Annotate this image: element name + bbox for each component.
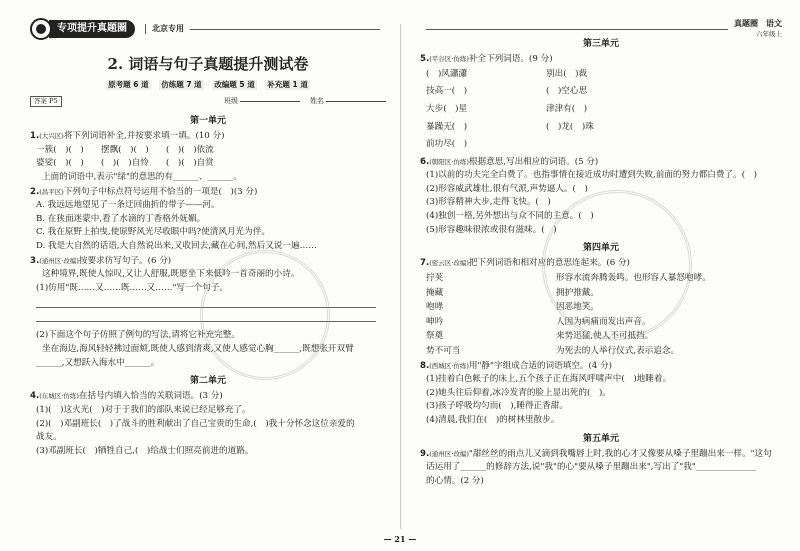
q3-answer-line-2[interactable]: [36, 310, 376, 322]
question-2: 2.(昌平区)下列句子中标点符号运用不恰当的一项是( )(3 分) A. 我远远地望见了一条迂回曲折的带子——河。 B. 在狭面迷蒙中,看了水滴的丁香格外妩媚。 C. 我在原野上拍曳,使原野风光尽收眼中吗?使清风月光为伴。 D. 我是大自然的话语,大自然说出来,又收回去,藏在心间,然后又说一遍……: [30, 187, 386, 253]
question-counts: [30, 80, 386, 90]
q6-item-1[interactable]: (1)以前的功夫完全白费了。也指事情在接近成功时遭到失败,前面的努力都白费了。( ): [426, 170, 757, 181]
q5-grid: [426, 66, 782, 154]
q5-cell[interactable]: 前功尽( ): [426, 139, 468, 150]
unit-1-heading: 第一单元: [189, 116, 226, 127]
answer-ref: 答案 P5: [30, 96, 62, 107]
class-field[interactable]: [240, 101, 300, 102]
count-supplement: 补充题 1 道: [267, 80, 308, 90]
q7-pair[interactable]: 掩藏 拥护推戴。: [426, 287, 599, 298]
q7-pair[interactable]: 祭奠 来势迅猛,使人不可抵挡。: [426, 331, 654, 342]
q5-cell[interactable]: ( )空心思: [546, 86, 588, 97]
q3-example: 这种境界,既使人惊叹,又让人舒服,既愿坐下来低吟一首奇丽的小诗。: [42, 269, 300, 280]
class-label: 班级: [224, 97, 238, 106]
q2-option-c: C. 我在原野上拍曳,使原野风光尽收眼中吗?使清风月光为伴。: [36, 227, 270, 238]
unit-2-heading: 第二单元: [189, 376, 226, 387]
name-label: 姓名: [310, 97, 324, 106]
page-header: [30, 14, 386, 44]
q3-part-1: (1)仿用"既……又……既……又……"写一个句子。: [36, 282, 228, 293]
q2-option-d: D. 我是大自然的话语,大自然说出来,又收回去,藏在心间,然后又说一遍……: [36, 241, 317, 252]
q2-option-b: B. 在狭面迷蒙中,看了水滴的丁香格外妩媚。: [36, 213, 206, 224]
column-divider: [400, 24, 401, 529]
q3-part-2-cont[interactable]: ______,又想跃入海水中______。: [36, 357, 160, 368]
q6-item-5[interactable]: (5)形容趣味很浓或很有滋味。( ): [426, 224, 557, 235]
q5-cell[interactable]: 别出( )裁: [546, 68, 588, 79]
q1-row-2[interactable]: 婆娑( )( ) ( )( )自怜 ( )( )自赏: [36, 158, 214, 169]
q6-item-3[interactable]: (3)形容精神大步,走得飞快。( ): [426, 197, 551, 208]
q6-item-4[interactable]: (4)独创一格,另外想出与众不同的主意。( ): [426, 211, 594, 222]
header-brand: 真题圈 语文: [734, 19, 782, 29]
question-1: 1.(大兴区)将下列词语补全,并按要求填一填。(10 分) 一簇( )( ) 摆飘( )( ) ( )( )依流 婆娑( )( ) ( )( )自怜 ( )( )自赏 上面的词语中,表示"绿"的意思的有______、______。: [30, 131, 386, 183]
logo-icon: [30, 18, 52, 40]
header-rule: [190, 29, 380, 30]
q9-line-2: 的心情。(2 分): [426, 475, 484, 486]
count-adapted: 改编题 5 道: [214, 80, 255, 90]
q1-row-1[interactable]: 一簇( )( ) 摆飘( )( ) ( )( )依流: [36, 144, 214, 155]
question-6: 6.(朝阳区·仿练)根据意思,写出相应的词语。(5 分) (1)以前的功夫完全白费了。也指事情在接近成功时遭到失败,前面的努力都白费了。( ) (2)形容威武雄壮,很有气派,声势逼人。( ) (3)形容精神大步,走得飞快。( ) (4)独创一格,另外想出与众不同的主意。( ) (5)形容趣味很浓或很有滋味。( ): [420, 157, 782, 237]
q4-item-2-cont: 战友。: [36, 432, 62, 443]
q1-note[interactable]: 上面的词语中,表示"绿"的意思的有______、______。: [42, 172, 242, 183]
student-info: [30, 96, 386, 107]
q2-option-a: A. 我远远地望见了一条迂回曲折的带子——河。: [36, 200, 220, 211]
q8-item-3[interactable]: (3)孩子呼吸均匀而( ),睡得正香甜。: [426, 401, 568, 412]
name-field[interactable]: [326, 101, 386, 102]
question-5: 5.(平谷区·仿练)补全下列词语。(9 分) ( )风瀟瀟 别出( )裁 技高一( ) ( )空心思 大步( )星 津津有( ) 暴躁无( ) ( )龙( )珠 前功尽( ): [420, 54, 782, 154]
header-banner: 专项提升真题圈: [49, 20, 135, 38]
q7-pair[interactable]: 势不可当 为死去的人举行仪式,表示追念。: [426, 345, 680, 356]
q8-item-1[interactable]: (1)挂着白色帐子的床上,五个孩子正在海风呼啸声中( )地睡着。: [426, 374, 672, 385]
q4-item-1[interactable]: (1)( )这火光( )对于于我们的部队来说已经足够充了。: [36, 404, 251, 415]
page-number: — 21 —: [383, 534, 417, 545]
unit-3-heading: 第三单元: [582, 39, 619, 49]
page-title: 2. 词语与句子真题提升测试卷: [107, 55, 309, 73]
question-8: 8.(西城区·仿练)用"静"字组成合适的词语填空。(4 分) (1)挂着白色帐子的床上,五个孩子正在海风呼啸声中( )地睡着。 (2)她头往后仰着,冰冷发青的脸上显出死的( )。 (3)孩子呼吸均匀而( ),睡得正香甜。 (4)清晨,我们在( )的树林里散步。: [420, 361, 782, 427]
q5-cell[interactable]: 津津有( ): [546, 103, 588, 114]
count-original: 原考题 6 道: [108, 80, 149, 90]
question-3: 3.(通州区·改编)按要求仿写句子。(6 分) 这种境界,既使人惊叹,又让人舒服,既愿坐下来低吟一首奇丽的小诗。 (1)仿用"既……又……既……又……"写一个句子。 (2)下面这个句子仿照了例句的写法,请将它补充完整。 坐在海边,海风轻轻拂过面颊,既使人感到清爽,又使人感觉心胸______,既想张开双臂 ______,又想跃入海水中______。: [30, 256, 386, 370]
header-grade: 六年级上: [756, 30, 782, 39]
q5-cell[interactable]: ( )龙( )珠: [546, 121, 594, 132]
q8-item-2[interactable]: (2)她头往后仰着,冰冷发青的脸上显出死的( )。: [426, 387, 611, 398]
q5-cell[interactable]: 暴躁无( ): [426, 121, 468, 132]
q5-cell[interactable]: 大步( )星: [426, 103, 468, 114]
q9-line-1[interactable]: 话运用了______的修辞方法,说"我"的心"要从嗓子里蹦出来",写出了"我"______________: [426, 462, 756, 473]
q5-cell[interactable]: ( )风瀟瀟: [426, 68, 468, 79]
question-9: 9.(通州区·改编)"甜丝丝的雨点儿又滴到我嘴唇上时,我的心才又像要从嗓子里蹦出来一样。"这句 话运用了______的修辞方法,说"我"的心"要从嗓子里蹦出来",写出了"我"______________ 的心情。(2 分): [420, 449, 782, 488]
q8-item-4[interactable]: (4)清晨,我们在( )的树林里散步。: [426, 414, 560, 425]
unit-4-heading: 第四单元: [582, 243, 619, 254]
q7-pair[interactable]: 拧荚 形容水流奔腾轰鸣。也形容人暴怒咆哮。: [426, 273, 711, 283]
q5-cell[interactable]: 技高一( ): [426, 86, 468, 97]
right-column: [402, 0, 800, 551]
header-region: 北京专用: [145, 24, 184, 35]
q6-item-2[interactable]: (2)形容威武雄壮,很有气派,声势逼人。( ): [426, 183, 588, 194]
q3-answer-line-1[interactable]: [36, 296, 376, 308]
header-rule-right: [426, 29, 728, 30]
question-7: 7.(密云区·改编)把下列词语和相对应的意思连起来。(6 分) 拧荚 形容水流奔腾轰鸣。也形容人暴怒咆哮。 掩藏 拥护推戴。 咆哮 因恶地笑。 呻吟 人因为病痛而发出声音。 祭奠 来势迅猛,使人不可抵挡。 势不可当 为死去的人举行仪式,表示追念。: [420, 258, 782, 357]
unit-5-heading: 第五单元: [582, 433, 619, 444]
q7-pair[interactable]: 咆哮 因恶地笑。: [426, 302, 599, 313]
q4-item-2[interactable]: (2)( )邓副班长( )了战斗的胜利献出了自己宝贵的生命,( )我十分怀念这位亲爱的: [36, 418, 355, 429]
q3-part-2-text[interactable]: 坐在海边,海风轻轻拂过面颊,既使人感到清爽,又使人感觉心胸______,既想张开双臂: [42, 344, 354, 354]
question-4: 4.(东城区·仿练)在括号内填入恰当的关联词语。(3 分) (1)( )这火光( )对于于我们的部队来说已经足够充了。 (2)( )邓副班长( )了战斗的胜利献出了自己宝贵的生命,( )我十分怀念这位亲爱的 战友。 (3)邓副班长( )牺牲自己,( )给战士们照亮前进的道路。: [30, 391, 386, 457]
count-imitate: 仿练题 7 道: [161, 80, 202, 90]
q3-part-2: (2)下面这个句子仿照了例句的写法,请将它补充完整。: [36, 330, 240, 341]
q7-pair[interactable]: 呻吟 人因为病痛而发出声音。: [426, 316, 651, 327]
q4-item-3[interactable]: (3)邓副班长( )牺牲自己,( )给战士们照亮前进的道路。: [36, 445, 254, 456]
